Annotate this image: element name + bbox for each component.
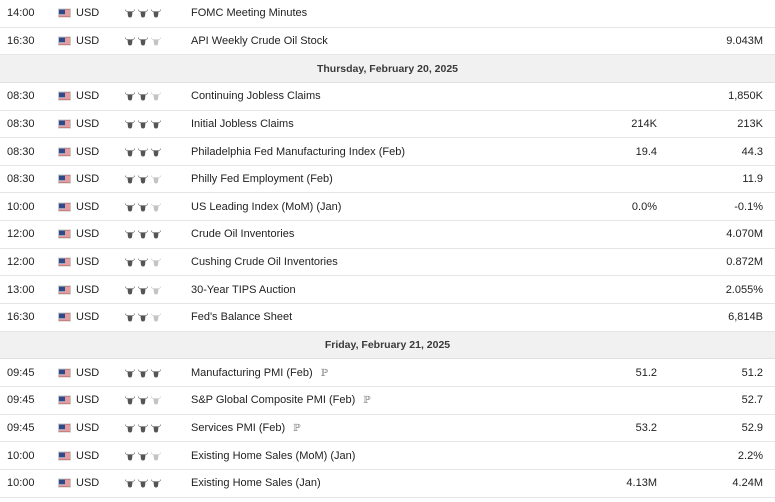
bull-icon <box>137 8 149 18</box>
event-previous: 11.9 <box>742 173 763 186</box>
event-row[interactable] <box>0 193 775 221</box>
us-flag-icon <box>58 368 71 377</box>
bull-icon <box>137 451 149 461</box>
bull-icon <box>150 147 162 157</box>
event-row[interactable] <box>0 304 775 332</box>
event-currency: USD <box>76 7 100 20</box>
event-time: 08:30 <box>7 90 35 103</box>
importance-rating <box>124 478 162 488</box>
event-currency: USD <box>76 145 100 158</box>
event-time: 13:00 <box>7 283 35 296</box>
us-flag-icon <box>58 313 71 322</box>
event-row[interactable] <box>0 166 775 194</box>
bull-icon <box>137 285 149 295</box>
event-currency: USD <box>76 311 100 324</box>
event-previous: 2.2% <box>737 449 763 462</box>
event-time: 16:30 <box>7 311 35 324</box>
importance-rating <box>124 174 162 184</box>
event-name-cell <box>191 201 341 213</box>
bull-icon <box>150 8 162 18</box>
event-currency: USD <box>76 228 100 241</box>
bull-icon <box>124 8 136 18</box>
event-previous: 213K <box>737 117 763 130</box>
event-name[interactable]: Cushing Crude Oil Inventories <box>191 256 338 269</box>
event-currency: USD <box>76 477 100 490</box>
importance-rating <box>124 202 162 212</box>
event-row[interactable] <box>0 28 775 56</box>
date-header-label: Friday, February 21, 2025 <box>324 339 451 351</box>
event-name-cell <box>191 367 328 379</box>
event-name[interactable]: Philly Fed Employment (Feb) <box>191 173 333 186</box>
event-name[interactable]: Services PMI (Feb) <box>191 421 286 434</box>
event-name[interactable]: Existing Home Sales (MoM) (Jan) <box>191 449 356 462</box>
event-name[interactable]: Continuing Jobless Claims <box>191 90 321 103</box>
event-name[interactable]: Crude Oil Inventories <box>191 228 295 241</box>
event-name[interactable]: S&P Global Composite PMI (Feb) <box>191 394 356 407</box>
event-name-cell <box>191 394 371 406</box>
date-header-label: Thursday, February 20, 2025 <box>316 62 459 75</box>
date-header-row <box>0 55 775 83</box>
us-flag-icon <box>58 230 71 239</box>
event-currency: USD <box>76 173 100 186</box>
event-name[interactable]: 30-Year TIPS Auction <box>191 283 296 296</box>
event-previous: 0.872M <box>726 256 763 269</box>
importance-rating <box>124 36 162 46</box>
event-name-cell <box>191 228 294 240</box>
event-time: 10:00 <box>7 200 35 213</box>
event-name[interactable]: API Weekly Crude Oil Stock <box>191 34 328 47</box>
bull-icon <box>150 395 162 405</box>
event-name[interactable]: Philadelphia Fed Manufacturing Index (Feb) <box>191 145 406 158</box>
event-previous: 1,850K <box>728 90 763 103</box>
event-forecast: 51.2 <box>635 366 657 379</box>
bull-icon <box>137 312 149 322</box>
event-currency: USD <box>76 421 100 434</box>
event-row[interactable] <box>0 276 775 304</box>
event-row[interactable] <box>0 221 775 249</box>
event-currency: USD <box>76 366 100 379</box>
event-currency: USD <box>76 283 100 296</box>
event-name[interactable]: FOMC Meeting Minutes <box>191 7 308 20</box>
us-flag-icon <box>58 36 71 45</box>
event-row[interactable] <box>0 83 775 111</box>
bull-icon <box>150 119 162 129</box>
us-flag-icon <box>58 423 71 432</box>
bull-icon <box>124 312 136 322</box>
event-name[interactable]: Manufacturing PMI (Feb) <box>191 366 313 379</box>
p-icon: ℙ <box>363 395 371 407</box>
us-flag-icon <box>58 9 71 18</box>
bull-icon <box>124 257 136 267</box>
event-row[interactable] <box>0 470 775 498</box>
us-flag-icon <box>58 396 71 405</box>
bull-icon <box>124 36 136 46</box>
event-previous: 51.2 <box>741 366 763 379</box>
event-forecast: 0.0% <box>631 200 657 213</box>
event-name-cell <box>191 146 405 158</box>
bull-icon <box>150 285 162 295</box>
event-name[interactable]: Existing Home Sales (Jan) <box>191 477 321 490</box>
event-row[interactable] <box>0 138 775 166</box>
event-previous: 2.055% <box>725 283 763 296</box>
bull-icon <box>137 147 149 157</box>
event-name-cell <box>191 90 321 102</box>
importance-rating <box>124 91 162 101</box>
bull-icon <box>150 257 162 267</box>
event-name-cell <box>191 256 338 268</box>
bull-icon <box>124 147 136 157</box>
event-name-cell <box>191 7 307 19</box>
importance-rating <box>124 368 162 378</box>
event-name-cell <box>191 477 321 489</box>
event-currency: USD <box>76 449 100 462</box>
event-time: 16:30 <box>7 34 35 47</box>
bull-icon <box>124 229 136 239</box>
bull-icon <box>150 174 162 184</box>
p-icon: ℙ <box>293 422 301 434</box>
bull-icon <box>124 91 136 101</box>
event-forecast: 53.2 <box>635 421 657 434</box>
event-time: 09:45 <box>7 366 35 379</box>
event-row[interactable] <box>0 442 775 470</box>
us-flag-icon <box>58 285 71 294</box>
event-name-cell <box>191 284 296 296</box>
event-forecast: 214K <box>631 117 657 130</box>
event-time: 09:45 <box>7 421 35 434</box>
event-name-cell <box>191 173 333 185</box>
event-currency: USD <box>76 200 100 213</box>
us-flag-icon <box>58 451 71 460</box>
us-flag-icon <box>58 92 71 101</box>
bull-icon <box>124 174 136 184</box>
event-previous: 6,814B <box>728 311 763 324</box>
event-previous: 44.3 <box>741 145 763 158</box>
event-currency: USD <box>76 394 100 407</box>
event-name-cell <box>191 35 328 47</box>
bull-icon <box>124 423 136 433</box>
event-previous: 52.9 <box>741 421 763 434</box>
event-previous: 4.070M <box>726 228 763 241</box>
importance-rating <box>124 229 162 239</box>
event-currency: USD <box>76 256 100 269</box>
bull-icon <box>150 36 162 46</box>
date-header-row <box>0 332 775 360</box>
event-name[interactable]: US Leading Index (MoM) (Jan) <box>191 200 342 213</box>
bull-icon <box>124 395 136 405</box>
us-flag-icon <box>58 479 71 488</box>
bull-icon <box>150 91 162 101</box>
event-forecast: 4.13M <box>626 477 657 490</box>
bull-icon <box>150 478 162 488</box>
importance-rating <box>124 312 162 322</box>
event-time: 10:00 <box>7 477 35 490</box>
bull-icon <box>124 478 136 488</box>
us-flag-icon <box>58 119 71 128</box>
event-time: 08:30 <box>7 145 35 158</box>
bull-icon <box>124 119 136 129</box>
event-name-cell <box>191 450 355 462</box>
event-time: 12:00 <box>7 228 35 241</box>
event-row[interactable] <box>0 111 775 139</box>
event-currency: USD <box>76 117 100 130</box>
bull-icon <box>150 202 162 212</box>
bull-icon <box>137 119 149 129</box>
event-name-cell <box>191 118 294 130</box>
event-forecast: 19.4 <box>635 145 657 158</box>
bull-icon <box>150 451 162 461</box>
bull-icon <box>137 478 149 488</box>
event-time: 14:00 <box>7 7 35 20</box>
event-previous: -0.1% <box>734 200 763 213</box>
bull-icon <box>137 91 149 101</box>
us-flag-icon <box>58 258 71 267</box>
bull-icon <box>137 395 149 405</box>
event-row[interactable] <box>0 387 775 415</box>
importance-rating <box>124 257 162 267</box>
importance-rating <box>124 451 162 461</box>
us-flag-icon <box>58 147 71 156</box>
bull-icon <box>137 174 149 184</box>
event-name[interactable]: Fed's Balance Sheet <box>191 311 293 324</box>
importance-rating <box>124 395 162 405</box>
bull-icon <box>150 312 162 322</box>
bull-icon <box>137 36 149 46</box>
event-time: 12:00 <box>7 256 35 269</box>
bull-icon <box>137 257 149 267</box>
event-name[interactable]: Initial Jobless Claims <box>191 117 294 130</box>
event-currency: USD <box>76 34 100 47</box>
event-row[interactable] <box>0 415 775 443</box>
event-time: 08:30 <box>7 173 35 186</box>
event-time: 10:00 <box>7 449 35 462</box>
event-row[interactable] <box>0 249 775 277</box>
event-name-cell <box>191 422 301 434</box>
p-icon: ℙ <box>320 367 329 379</box>
event-time: 09:45 <box>7 394 35 407</box>
bull-icon <box>124 451 136 461</box>
event-row[interactable] <box>0 359 775 387</box>
bull-icon <box>137 368 149 378</box>
importance-rating <box>124 119 162 129</box>
event-name-cell <box>191 311 292 323</box>
bull-icon <box>137 229 149 239</box>
bull-icon <box>124 202 136 212</box>
event-previous: 9.043M <box>726 34 763 47</box>
importance-rating <box>124 8 162 18</box>
event-currency: USD <box>76 90 100 103</box>
importance-rating <box>124 147 162 157</box>
bull-icon <box>150 368 162 378</box>
bull-icon <box>150 423 162 433</box>
us-flag-icon <box>58 202 71 211</box>
bull-icon <box>137 423 149 433</box>
event-previous: 4.24M <box>732 477 763 490</box>
bull-icon <box>137 202 149 212</box>
us-flag-icon <box>58 175 71 184</box>
bull-icon <box>124 285 136 295</box>
event-previous: 52.7 <box>741 394 763 407</box>
importance-rating <box>124 285 162 295</box>
event-row[interactable] <box>0 0 775 28</box>
importance-rating <box>124 423 162 433</box>
bull-icon <box>124 368 136 378</box>
bull-icon <box>150 229 162 239</box>
event-time: 08:30 <box>7 117 35 130</box>
